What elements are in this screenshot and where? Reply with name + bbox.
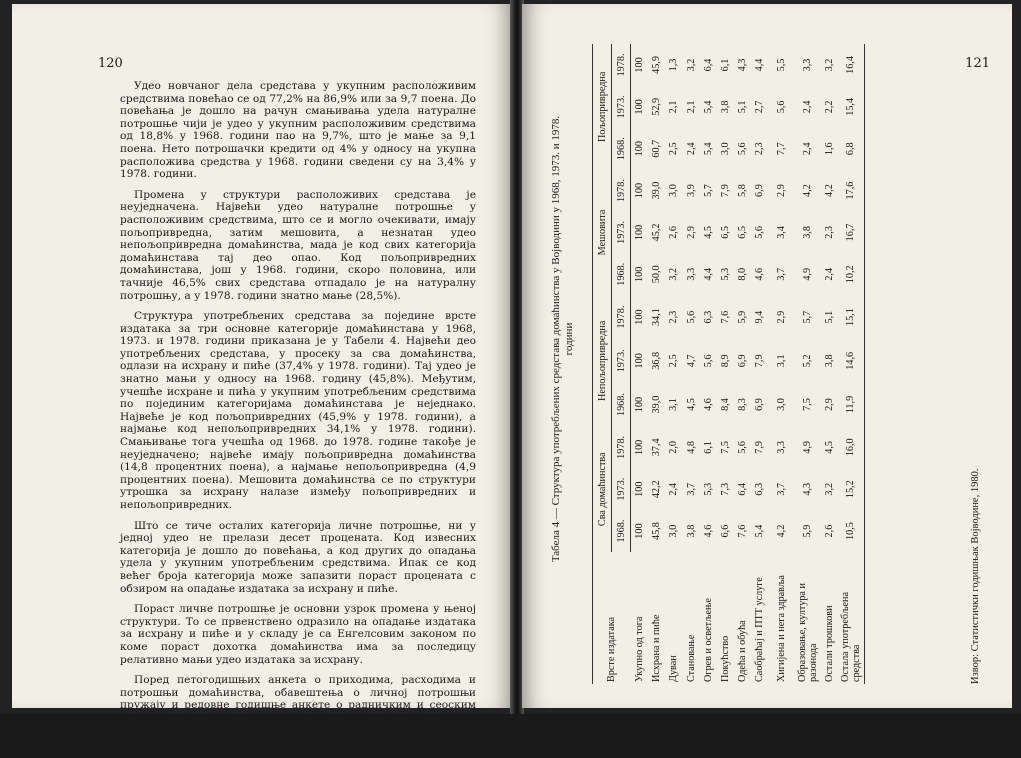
table-cell: 2,3 <box>823 226 835 239</box>
table-cell: 3,8 <box>823 354 835 368</box>
table-cell: 6,6 <box>720 524 732 538</box>
table-cell: 4,8 <box>685 440 697 454</box>
paragraph-2: Промена у структури расположивих средстава је неуједначена. Највећи удео натуралне потрошње у расположивим средствима, што се и могло очекивати, имају пољопривредна, затим мешовита, а незнатан удео непољопривредна домаћинства, мада је код свих категорија домаћинстава тај део опао. Код пољопривредних домаћинстава, још у 1968. години, скоро половина, или тачније 46,5% свих средстава отпадало је на натуралну потрошњу, а у 1978. години знатно мање (28,5%). <box>120 188 476 302</box>
table-row <box>700 44 717 684</box>
table-cell: 100 <box>634 266 646 282</box>
table-cell: 3,1 <box>668 398 680 411</box>
table-cell: 7,3 <box>720 482 732 496</box>
table-cell: 15,4 <box>838 86 865 128</box>
table-cell: 4,5 <box>823 440 835 454</box>
table-cell: 6,5 <box>737 226 749 239</box>
table-cell: 37,4 <box>651 438 663 457</box>
left-page <box>12 4 512 750</box>
table-row <box>838 44 865 684</box>
table-cell: 100 <box>634 353 646 369</box>
table-cell: 2,3 <box>754 142 766 156</box>
table-cell: 4,4 <box>702 267 714 281</box>
table-cell: 5,6 <box>754 226 766 239</box>
table-cell: 100 <box>634 396 646 413</box>
table-cell: 6,9 <box>754 398 766 411</box>
table-cell: 100 <box>634 141 646 157</box>
table-cell: 6,9 <box>737 354 749 368</box>
table-cell: 4,5 <box>702 226 714 239</box>
table-cell: 5,7 <box>802 310 813 324</box>
table-row <box>717 44 734 684</box>
table-cell: 5,9 <box>737 310 749 324</box>
table-cell: 3,3 <box>802 58 813 72</box>
table-cell: 1,6 <box>823 142 835 156</box>
table-cell: 45,2 <box>651 223 663 242</box>
table-cell: 39,0 <box>651 395 663 414</box>
table-cell: 2,7 <box>754 100 766 114</box>
table-cell: 6,9 <box>754 184 766 197</box>
table-cell: 100 <box>634 57 646 73</box>
table-cell: 42,2 <box>651 480 663 499</box>
table-cell: 3,0 <box>668 184 680 197</box>
paragraph-4: Што се тиче осталих категорија личне потрошње, ни у једној удео не прелази десет процената. Код извесних категорија је дошло до повећања, а код других до опадања удела у укупним употребљеним средствима. Ипак се код већег броја категорија може запазити пораст процената с обзиром на опадање издатака за исхрану и пиће. <box>120 519 476 595</box>
row-label: Становање <box>685 634 697 682</box>
table-cell: 3,2 <box>685 58 697 72</box>
table-cell: 4,2 <box>802 184 813 197</box>
table-cell: 100 <box>634 481 646 497</box>
table-cell: 5,1 <box>737 100 749 114</box>
table-cell: 6,1 <box>720 58 732 72</box>
table-row <box>795 44 821 684</box>
row-label: Хигијена и нега здравља <box>776 575 787 682</box>
table-cell: 5,3 <box>702 482 714 496</box>
table-cell: 16,4 <box>838 44 865 86</box>
table-cell: 7,6 <box>737 524 749 538</box>
table-cell: 5,7 <box>702 184 714 197</box>
table-cell: 17,6 <box>838 170 865 212</box>
table-cell: 4,3 <box>802 482 813 496</box>
table-row <box>631 44 649 684</box>
table-cell: 5,2 <box>802 354 813 368</box>
table-cell: 5,4 <box>702 142 714 156</box>
row-label: Остали трошкови <box>823 605 835 682</box>
table-cell: 36,8 <box>651 351 663 370</box>
year-header: 1973. <box>612 468 631 510</box>
table-cell: 3,7 <box>776 482 787 496</box>
table-cell: 2,6 <box>823 524 835 538</box>
group-header: Мешовита <box>593 170 612 296</box>
table-cell: 3,7 <box>776 267 787 281</box>
table-row <box>821 44 838 684</box>
table-cell: 2,1 <box>685 100 697 114</box>
table-cell: 3,2 <box>823 58 835 72</box>
year-header: 1973. <box>612 339 631 383</box>
table-cell: 4,9 <box>802 440 813 454</box>
table-cell: 100 <box>634 224 646 241</box>
table-cell: 5,9 <box>802 524 813 538</box>
table-cell: 45,8 <box>651 522 663 540</box>
table-cell: 3,0 <box>668 524 680 538</box>
table-cell: 5,4 <box>754 524 766 538</box>
table-cell: 3,0 <box>720 142 732 156</box>
table-cell: 5,6 <box>737 142 749 156</box>
row-label: Саобраћај и ПТТ услуге <box>754 577 766 682</box>
year-header: 1978. <box>612 295 631 339</box>
table-row <box>769 44 795 684</box>
table-cell: 4,2 <box>776 524 787 538</box>
paragraph-3: Структура употребљених средстава за поједине врсте издатака за три основне категорије домаћинстава у 1968, 1973. и 1978. години приказана је у Табели 4. Највећи део употребљених средстава, у просеку за сва домаћинства, одлази на исхрану и пиће (37,4% у 1978. години). Тај удео је знатно мањи у односу на 1968. годину (45,8%). Међутим, учешће исхране и пића у укупним употребљеним средствима по појединим категоријама домаћинстава је неједнако. Највеће је код пољопривредних (45,9% у 1978. години), а најмање код непољопривредних 34,1% у 1978. години). Смањивање тога учешћа од 1968. до 1978. године такође је неуједначено; највеће имају пољопривредна домаћинства (14,8 процентних поена), а најмање непољопривредна (4,9 процентних поена). Мешовита домаћинства се по структури утрошка за исхрану налазе између пољопривредних и непољопривредних. <box>120 310 476 511</box>
table-cell: 4,7 <box>685 354 697 368</box>
table-cell: 6,3 <box>754 482 766 496</box>
paragraph-1: Удео новчаног дела средстава у укупним расположивим средствима повећао се од 77,2% на 86,9% или за 9,7 поена. До повећања је дошло на рачун смањивања удела натуралне потрошње чији је удео у укупним расположивим средствима од 18,8% у 1968. години пао на 9,7%, што је мање за 9,1 поена. Нето потрошачки кредити од 4% у односу на укупна расположива средства у 1968. години сведени су на 3,4% у 1978. години. <box>120 80 476 181</box>
table-cell: 2,4 <box>823 267 835 281</box>
table-cell: 8,0 <box>737 267 749 281</box>
table-cell: 9,4 <box>754 310 766 324</box>
year-header: 1973. <box>612 212 631 254</box>
table-cell: 3,8 <box>685 524 697 538</box>
table-cell: 6,5 <box>720 226 732 239</box>
year-header: 1978. <box>612 170 631 212</box>
table-cell: 3,0 <box>776 398 787 411</box>
table-cell: 5,6 <box>702 354 714 368</box>
row-label: Покућство <box>720 635 732 682</box>
table-cell: 2,5 <box>668 142 680 156</box>
year-header: 1968. <box>612 383 631 427</box>
table-cell: 2,9 <box>685 226 697 239</box>
table-cell: 5,5 <box>776 58 787 72</box>
table-cell: 2,6 <box>668 226 680 239</box>
table-cell: 4,9 <box>802 267 813 281</box>
table-cell: 100 <box>634 99 646 115</box>
table-cell: 7,5 <box>802 398 813 411</box>
table-cell: 3,2 <box>668 267 680 281</box>
row-label: Остала употребљена средства <box>839 591 862 682</box>
table-cell: 2,5 <box>668 354 680 368</box>
table-cell: 16,0 <box>838 426 865 468</box>
body-text <box>120 80 476 758</box>
table-cell: 3,9 <box>685 184 697 197</box>
table-cell: 10,5 <box>838 510 865 552</box>
table-cell: 3,8 <box>720 100 732 114</box>
table-cell: 4,6 <box>754 267 766 281</box>
table-cell: 100 <box>634 309 646 325</box>
table-cell: 100 <box>634 439 646 455</box>
table-cell: 100 <box>634 182 646 199</box>
table-cell: 5,6 <box>776 100 787 114</box>
table-cell: 6,3 <box>702 310 714 324</box>
group-header: Пољопривредна <box>593 44 612 170</box>
table-cell: 50,0 <box>651 265 663 284</box>
table-cell: 5,4 <box>702 100 714 114</box>
table-cell: 39,0 <box>651 181 663 200</box>
table-cell: 7,6 <box>720 310 732 324</box>
table-cell: 8,9 <box>720 354 732 368</box>
table-cell: 7,5 <box>720 440 732 454</box>
row-label: Образовање, култура и разонода <box>796 583 819 682</box>
table-cell: 8,4 <box>720 398 732 411</box>
table-cell: 3,8 <box>802 226 813 239</box>
year-header: 1968. <box>612 128 631 170</box>
table-cell: 5,6 <box>737 440 749 454</box>
row-label: Исхрана и пиће <box>651 614 663 682</box>
table-cell: 2,4 <box>685 142 697 156</box>
row-label: Укупно од тога <box>633 616 645 682</box>
table-cell: 2,4 <box>668 482 680 496</box>
expenditure-table <box>592 44 865 684</box>
table-source: Извор: Статистички годишњак Војводине, 1980. <box>970 468 981 684</box>
page-number-left: 120 <box>98 56 123 71</box>
group-header: Непољопривредна <box>593 295 612 426</box>
table-cell: 11,9 <box>838 383 865 427</box>
table-caption: Табела 4 — Структура употребљених средстава домаћинства у Војводини у 1968, 1973. и 1978. години <box>550 115 575 563</box>
year-header: 1968. <box>612 510 631 552</box>
table-cell: 2,9 <box>776 310 787 324</box>
table-cell: 10,2 <box>838 253 865 295</box>
table-cell: 6,8 <box>838 128 865 170</box>
table-cell: 15,2 <box>838 468 865 510</box>
table-row <box>648 44 665 684</box>
table-cell: 2,3 <box>668 310 680 324</box>
group-header: Сва домаћинства <box>593 426 612 552</box>
table-cell: 6,4 <box>737 482 749 496</box>
right-page <box>522 4 1012 708</box>
table-cell: 4,6 <box>702 524 714 538</box>
table-cell: 5,8 <box>737 184 749 197</box>
table-cell: 7,7 <box>776 142 787 156</box>
table-cell: 52,9 <box>651 97 663 116</box>
table-cell: 5,3 <box>720 267 732 281</box>
table-cell: 2,0 <box>668 440 680 454</box>
table-cell: 34,1 <box>651 308 663 326</box>
table-cell: 16,7 <box>838 212 865 254</box>
table-cell: 2,9 <box>776 184 787 197</box>
paragraph-6: Поред петогодишњих анкета о приходима, расходима и потрошњи домаћинства, обавештења о личној потрошњи пружају и редовне годишње анкете о радничким и сеоским домаћинствима. Нормално је очекивати да се резултати ових анкета у потпуности не подударају с обзиром на различите методологије и обухваћена домаћинства, али <box>120 674 476 750</box>
table-cell: 3,2 <box>823 482 835 496</box>
table-cell: 4,6 <box>702 398 714 411</box>
row-label: Огрев и осветљење <box>702 598 714 682</box>
year-header: 1978. <box>612 44 631 86</box>
table-cell: 14,6 <box>838 339 865 383</box>
table-cell: 5,1 <box>823 310 835 324</box>
table-cell: 5,6 <box>685 310 697 324</box>
table-cell: 2,1 <box>668 100 680 114</box>
table-cell: 4,4 <box>754 58 766 72</box>
year-header: 1973. <box>612 86 631 128</box>
table-cell: 1,3 <box>668 58 680 72</box>
table-cell: 7,9 <box>720 184 732 197</box>
table-row <box>734 44 751 684</box>
table-cell: 6,4 <box>702 58 714 72</box>
table-cell: 45,9 <box>651 56 663 74</box>
year-header: 1968. <box>612 253 631 295</box>
page-number-right: 121 <box>965 56 990 71</box>
paragraph-5: Пораст личне потрошње је основни узрок промена у њеној структури. То се првенствено одразило на опадање издатака за исхрану и пиће и у складу је са Енгелсовим законом по коме пораст дохотка домаћинства има за последицу релативно мањи удео издатака за исхрану. <box>120 603 476 666</box>
table-cell: 8,3 <box>737 398 749 411</box>
year-header: 1978. <box>612 426 631 468</box>
type-header: Врсте издатака <box>593 552 631 684</box>
table-cell: 2,9 <box>823 398 835 411</box>
table-cell: 4,3 <box>737 58 749 72</box>
table-cell: 7,9 <box>754 440 766 454</box>
table-cell: 100 <box>634 523 646 539</box>
table-cell: 3,1 <box>776 354 787 368</box>
table-cell: 3,7 <box>685 482 697 496</box>
table-cell: 60,7 <box>651 139 663 158</box>
table-row <box>665 44 682 684</box>
table-cell: 4,2 <box>823 184 835 197</box>
table-cell: 2,2 <box>823 100 835 114</box>
table-cell: 4,5 <box>685 398 697 411</box>
rotated-table-block <box>550 44 1005 684</box>
table-cell: 7,9 <box>754 354 766 368</box>
table-cell: 6,1 <box>702 440 714 454</box>
table-cell: 3,4 <box>776 226 787 239</box>
table-cell: 2,4 <box>802 100 813 114</box>
table-cell: 15,1 <box>838 295 865 339</box>
table-row <box>683 44 700 684</box>
table-cell: 2,4 <box>802 142 813 156</box>
table-cell: 3,3 <box>776 440 787 454</box>
row-label: Одећа и обућа <box>737 620 749 682</box>
row-label: Дуван <box>668 655 680 682</box>
table-row <box>751 44 768 684</box>
table-cell: 3,3 <box>685 267 697 281</box>
